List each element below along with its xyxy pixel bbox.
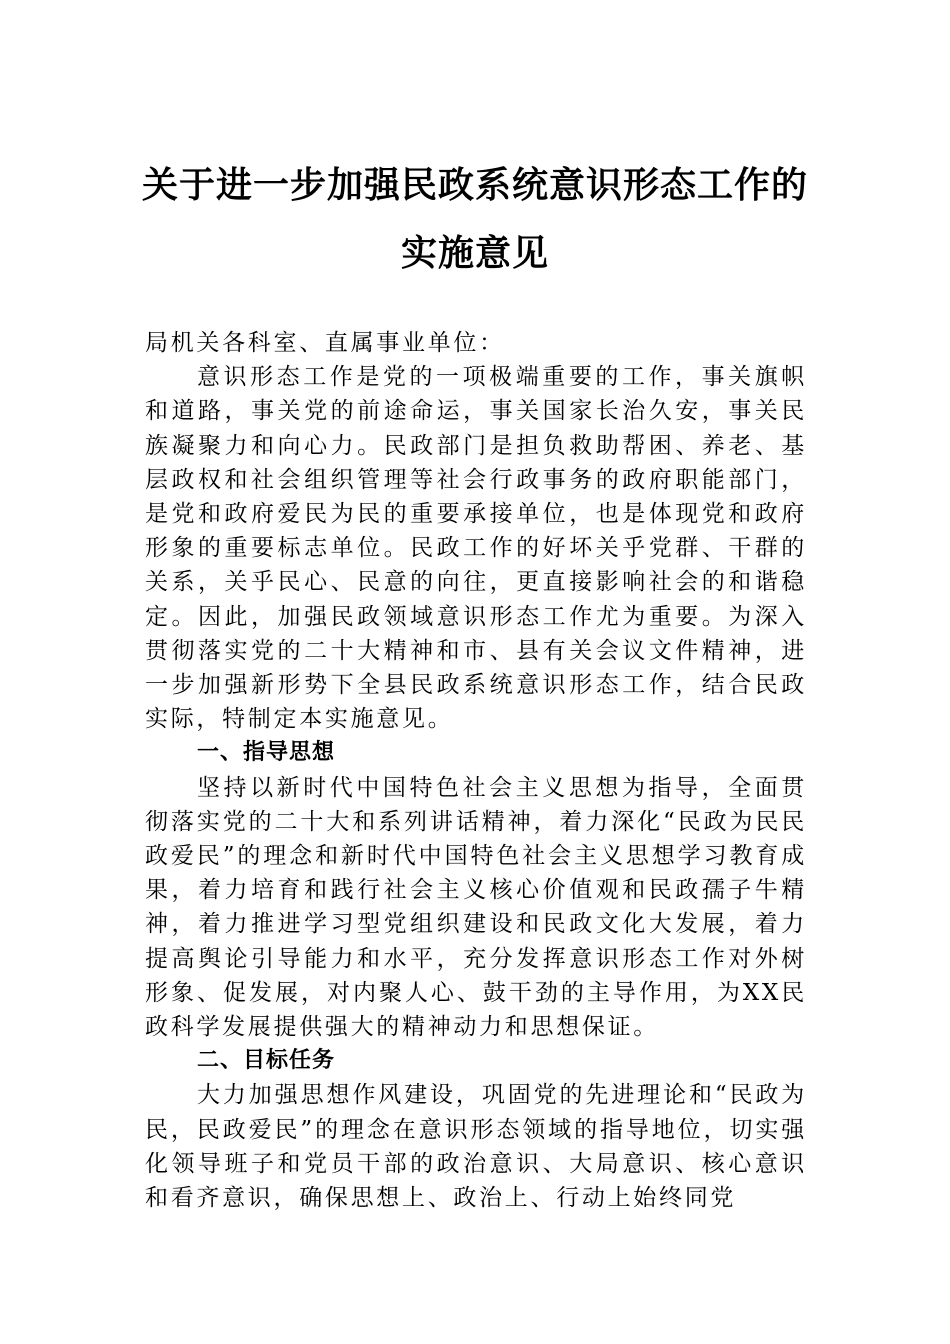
document-title-line-1: 关于进一步加强民政系统意识形态工作的	[141, 164, 808, 206]
section-paragraph-objectives: 大力加强思想作风建设，巩固党的先进理论和“民政为民，民政爱民”的理念在意识形态领域的指导地位，切实强化领导班子和党员干部的政治意识、大局意识、核心意识和看齐意识，确保思想上、政治上、行动上始终同党	[145, 1082, 807, 1212]
intro-paragraph: 意识形态工作是党的一项极端重要的工作，事关旗帜和道路，事关党的前途命运，事关国家长治久安，事关民族凝聚力和向心力。民政部门是担负救助帮困、养老、基层政权和社会组织管理等社会行政事务的政府职能部门，是党和政府爱民为民的重要承接单位，也是体现党和政府形象的重要标志单位。民政工作的好坏关乎党群、干群的关系，关乎民心、民意的向往，更直接影响社会的和谐稳定。因此，加强民政领域意识形态工作尤为重要。为深入贯彻落实党的二十大精神和市、县有关会议文件精神，进一步加强新形势下全县民政系统意识形态工作，结合民政实际，特制定本实施意见。	[145, 364, 807, 733]
document-title-line-2: 实施意见	[400, 232, 549, 274]
document-body	[145, 326, 807, 1215]
addressee: 局机关各科室、直属事业单位：	[145, 330, 505, 356]
section-heading-guiding-ideology: 一、指导思想	[197, 740, 336, 766]
section-paragraph-guiding-ideology: 坚持以新时代中国特色社会主义思想为指导，全面贯彻落实党的二十大和系列讲话精神，着力深化“民政为民民政爱民”的理念和新时代中国特色社会主义思想学习教育成果，着力培育和践行社会主义核心价值观和民政孺子牛精神，着力推进学习型党组织建设和民政文化大发展，着力提高舆论引导能力和水平，充分发挥意识形态工作对外树形象、促发展，对内聚人心、鼓干劲的主导作用，为XX民政科学发展提供强大的精神动力和思想保证。	[145, 774, 807, 1041]
section-heading-objectives: 二、目标任务	[197, 1048, 336, 1074]
